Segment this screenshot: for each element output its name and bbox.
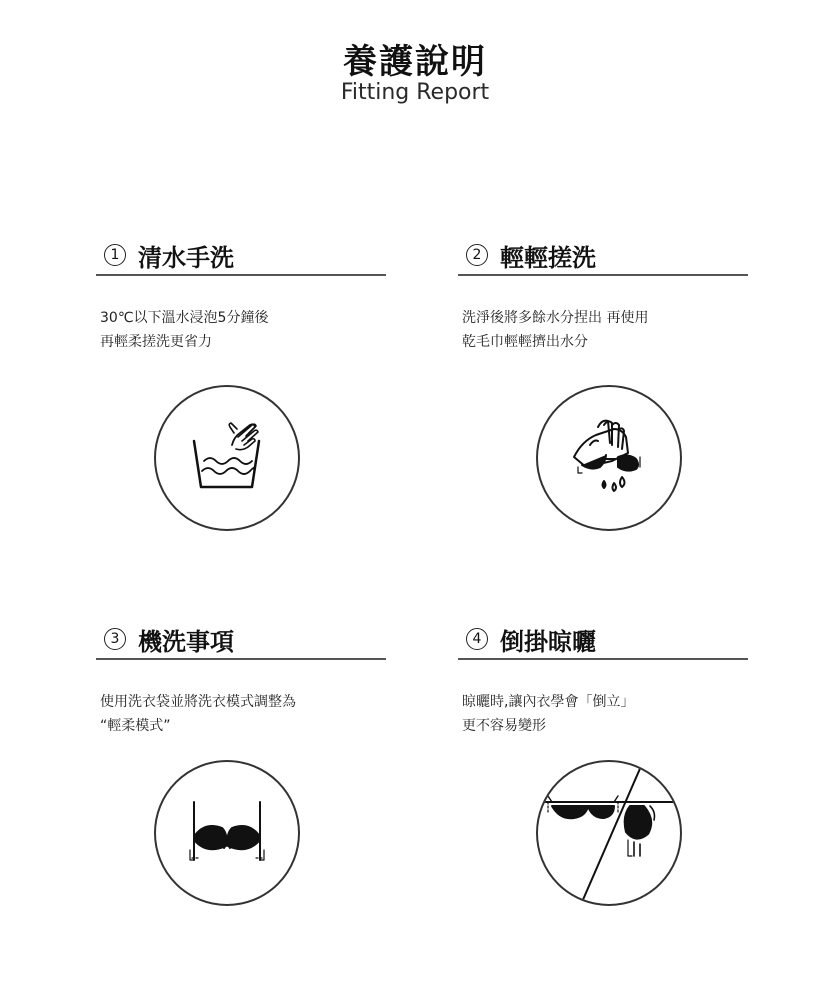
section-title: 機洗事項 bbox=[138, 627, 234, 656]
bra-laundry-bag-icon bbox=[154, 760, 300, 906]
care-section-hand-wash bbox=[96, 236, 386, 354]
section-title: 倒掛晾曬 bbox=[500, 627, 596, 656]
description-line: 30℃以下溫水浸泡5分鐘後 bbox=[100, 310, 269, 326]
step-number-badge: 2 bbox=[466, 244, 488, 266]
page-title: 養護說明 bbox=[343, 42, 487, 82]
care-section-gentle-rub bbox=[458, 236, 748, 354]
step-number-badge: 4 bbox=[466, 628, 488, 650]
section-heading bbox=[458, 236, 748, 276]
description-line: 再輕柔搓洗更省力 bbox=[100, 334, 212, 350]
section-description bbox=[96, 306, 386, 354]
section-description bbox=[458, 690, 748, 738]
hand-squeeze-bra-icon bbox=[536, 385, 682, 531]
section-heading bbox=[96, 620, 386, 660]
description-line: “輕柔模式” bbox=[100, 718, 171, 734]
description-line: 更不容易變形 bbox=[462, 718, 546, 734]
bra-hanging-upside-down-icon bbox=[536, 760, 682, 906]
description-line: 乾毛巾輕輕擠出水分 bbox=[462, 334, 588, 350]
care-section-hang-dry bbox=[458, 620, 748, 738]
description-line: 洗淨後將多餘水分捏出 再使用 bbox=[462, 310, 649, 326]
description-line: 使用洗衣袋並將洗衣模式調整為 bbox=[100, 694, 296, 710]
hand-wash-basin-icon bbox=[154, 385, 300, 531]
section-heading bbox=[458, 620, 748, 660]
section-title: 清水手洗 bbox=[138, 243, 234, 272]
step-number-badge: 3 bbox=[104, 628, 126, 650]
section-title: 輕輕搓洗 bbox=[500, 243, 596, 272]
page-subtitle: Fitting Report bbox=[340, 80, 490, 105]
step-number-badge: 1 bbox=[104, 244, 126, 266]
section-heading bbox=[96, 236, 386, 276]
description-line: 晾曬時,讓內衣學會「倒立」 bbox=[462, 694, 635, 710]
section-description bbox=[96, 690, 386, 738]
section-description bbox=[458, 306, 748, 354]
care-section-machine-wash bbox=[96, 620, 386, 738]
